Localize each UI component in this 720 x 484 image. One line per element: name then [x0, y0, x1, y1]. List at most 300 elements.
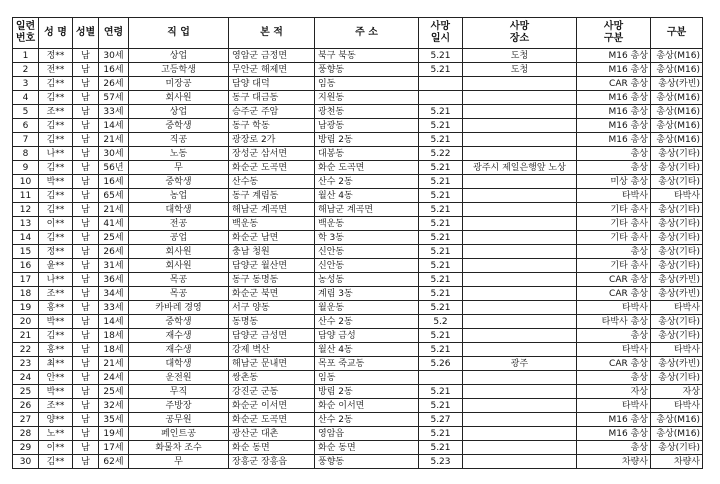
cell-job: 공업	[129, 231, 229, 245]
cell-name: 노**	[39, 427, 73, 441]
cell-death-date: 5.22	[419, 147, 463, 161]
cell-hometown: 강진군 군동	[229, 385, 315, 399]
cell-category: 총상(기타)	[651, 315, 703, 329]
cell-job: 대학생	[129, 357, 229, 371]
cell-death-place	[463, 259, 577, 273]
cell-job: 상업	[129, 49, 229, 63]
cell-death-type: M16 총상	[577, 133, 651, 147]
cell-sex: 남	[73, 49, 99, 63]
cell-job: 농업	[129, 189, 229, 203]
cell-hometown: 쌍촌동	[229, 371, 315, 385]
cell-job: 무직	[129, 385, 229, 399]
cell-no: 10	[13, 175, 39, 189]
header-sex: 성별	[73, 18, 99, 49]
header-no-line2: 번호	[15, 33, 36, 44]
cell-no: 9	[13, 161, 39, 175]
header-address: 주 소	[315, 18, 419, 49]
cell-sex: 남	[73, 385, 99, 399]
header-death-date-line2: 일시	[430, 33, 451, 44]
cell-category: 타박사	[651, 301, 703, 315]
cell-name: 김**	[39, 161, 73, 175]
table-row	[13, 77, 703, 91]
cell-category: 총상(카빈)	[651, 287, 703, 301]
cell-death-place	[463, 287, 577, 301]
cell-sex: 남	[73, 357, 99, 371]
cell-hometown: 영암군 금정면	[229, 49, 315, 63]
header-death-type-line1: 사망	[603, 21, 624, 32]
cell-hometown: 동구 대금동	[229, 91, 315, 105]
cell-no: 19	[13, 301, 39, 315]
cell-death-type: M16 총상	[577, 63, 651, 77]
cell-death-date: 5.21	[419, 161, 463, 175]
cell-sex: 남	[73, 441, 99, 455]
cell-category: 차량사	[651, 455, 703, 469]
cell-category: 총상(M16)	[651, 427, 703, 441]
cell-address: 신안동	[315, 245, 419, 259]
cell-age: 62세	[99, 455, 129, 469]
cell-address: 산수 2동	[315, 175, 419, 189]
cell-sex: 남	[73, 105, 99, 119]
cell-category: 타박사	[651, 399, 703, 413]
table-row	[13, 49, 703, 63]
cell-address: 월산 4동	[315, 343, 419, 357]
cell-hometown: 화순군 이서면	[229, 399, 315, 413]
cell-category: 총상(카빈)	[651, 357, 703, 371]
cell-age: 31세	[99, 259, 129, 273]
cell-no: 27	[13, 413, 39, 427]
cell-job: 무	[129, 161, 229, 175]
cell-death-type: 미상 총상	[577, 175, 651, 189]
cell-name: 김**	[39, 91, 73, 105]
cell-sex: 남	[73, 399, 99, 413]
cell-age: 30세	[99, 147, 129, 161]
cell-no: 15	[13, 245, 39, 259]
cell-name: 김**	[39, 203, 73, 217]
header-age: 연령	[99, 18, 129, 49]
cell-death-place	[463, 315, 577, 329]
cell-sex: 남	[73, 189, 99, 203]
cell-death-date: 5.21	[419, 175, 463, 189]
table-row	[13, 105, 703, 119]
cell-category: 총상(기타)	[651, 161, 703, 175]
cell-name: 이**	[39, 441, 73, 455]
cell-no: 13	[13, 217, 39, 231]
table-body	[13, 49, 703, 469]
cell-death-date: 5.26	[419, 357, 463, 371]
table-row	[13, 217, 703, 231]
header-death-place-line2: 장소	[509, 33, 530, 44]
cell-no: 22	[13, 343, 39, 357]
cell-sex: 남	[73, 413, 99, 427]
cell-age: 25세	[99, 231, 129, 245]
cell-name: 윤**	[39, 259, 73, 273]
cell-death-date	[419, 91, 463, 105]
header-death-type-line2: 구분	[603, 33, 624, 44]
cell-name: 김**	[39, 77, 73, 91]
cell-no: 23	[13, 357, 39, 371]
header-name: 성 명	[39, 18, 73, 49]
cell-address: 월산 4동	[315, 189, 419, 203]
cell-age: 34세	[99, 287, 129, 301]
cell-death-date: 5.21	[419, 343, 463, 357]
cell-death-type: M16 총상	[577, 119, 651, 133]
cell-hometown: 광산군 대촌	[229, 427, 315, 441]
cell-no: 18	[13, 287, 39, 301]
cell-hometown: 광장로 2가	[229, 133, 315, 147]
cell-job: 중학생	[129, 175, 229, 189]
cell-hometown: 강제 벽산	[229, 343, 315, 357]
cell-address: 광천동	[315, 105, 419, 119]
cell-death-date: 5.21	[419, 441, 463, 455]
casualty-table-container	[12, 17, 703, 469]
cell-hometown: 담양군 금성면	[229, 329, 315, 343]
cell-category: 총상(카빈)	[651, 273, 703, 287]
cell-address: 영암읍	[315, 427, 419, 441]
cell-address: 임동	[315, 371, 419, 385]
cell-death-place	[463, 147, 577, 161]
cell-death-place	[463, 385, 577, 399]
cell-job: 회사원	[129, 245, 229, 259]
cell-category: 총상(카빈)	[651, 77, 703, 91]
table-row	[13, 399, 703, 413]
cell-death-place	[463, 273, 577, 287]
cell-death-place	[463, 245, 577, 259]
cell-death-place	[463, 231, 577, 245]
cell-hometown: 승주군 주암	[229, 105, 315, 119]
cell-address: 산수 2동	[315, 315, 419, 329]
table-row	[13, 371, 703, 385]
cell-age: 24세	[99, 371, 129, 385]
cell-job: 중학생	[129, 119, 229, 133]
cell-address: 풍향동	[315, 455, 419, 469]
cell-death-place	[463, 175, 577, 189]
cell-category: 타박사	[651, 189, 703, 203]
cell-death-date	[419, 77, 463, 91]
cell-category: 총상(기타)	[651, 203, 703, 217]
cell-death-date: 5.21	[419, 259, 463, 273]
cell-death-place	[463, 413, 577, 427]
cell-death-place: 광주시 제일은행앞 노상	[463, 161, 577, 175]
cell-name: 박**	[39, 175, 73, 189]
cell-age: 21세	[99, 357, 129, 371]
cell-sex: 남	[73, 455, 99, 469]
table-row	[13, 147, 703, 161]
cell-hometown: 동구 동명동	[229, 273, 315, 287]
cell-no: 17	[13, 273, 39, 287]
cell-age: 21세	[99, 203, 129, 217]
cell-job: 상업	[129, 105, 229, 119]
cell-sex: 남	[73, 231, 99, 245]
cell-age: 26세	[99, 245, 129, 259]
cell-no: 2	[13, 63, 39, 77]
cell-job: 무	[129, 455, 229, 469]
cell-death-place	[463, 371, 577, 385]
cell-name: 나**	[39, 147, 73, 161]
cell-no: 24	[13, 371, 39, 385]
cell-death-type: M16 총상	[577, 105, 651, 119]
cell-death-date	[419, 371, 463, 385]
cell-no: 1	[13, 49, 39, 63]
header-no-line1: 일련	[15, 21, 36, 32]
table-row	[13, 119, 703, 133]
table-row	[13, 259, 703, 273]
cell-name: 홍**	[39, 343, 73, 357]
table-row	[13, 161, 703, 175]
cell-name: 나**	[39, 273, 73, 287]
cell-address: 화순 이서면	[315, 399, 419, 413]
cell-category: 총상(M16)	[651, 119, 703, 133]
cell-age: 32세	[99, 399, 129, 413]
cell-address: 담양 금성	[315, 329, 419, 343]
cell-death-date: 5.21	[419, 119, 463, 133]
header-death-place-line1: 사망	[509, 21, 530, 32]
cell-job: 노동	[129, 147, 229, 161]
cell-name: 정**	[39, 49, 73, 63]
cell-death-place	[463, 189, 577, 203]
cell-category: 총상(M16)	[651, 91, 703, 105]
cell-death-place	[463, 105, 577, 119]
cell-sex: 남	[73, 287, 99, 301]
cell-job: 공무원	[129, 413, 229, 427]
cell-address: 대봉동	[315, 147, 419, 161]
cell-name: 김**	[39, 189, 73, 203]
cell-death-place	[463, 217, 577, 231]
cell-hometown: 해남군 문내면	[229, 357, 315, 371]
table-row	[13, 343, 703, 357]
cell-name: 김**	[39, 119, 73, 133]
cell-job: 목공	[129, 273, 229, 287]
cell-age: 41세	[99, 217, 129, 231]
cell-death-place	[463, 399, 577, 413]
cell-death-type: 총상	[577, 441, 651, 455]
cell-death-type: 자상	[577, 385, 651, 399]
header-category: 구분	[651, 18, 703, 49]
cell-death-type: 총상	[577, 371, 651, 385]
cell-name: 정**	[39, 245, 73, 259]
cell-name: 이**	[39, 217, 73, 231]
cell-category: 총상(기타)	[651, 259, 703, 273]
cell-address: 신안동	[315, 259, 419, 273]
cell-death-date: 5.21	[419, 189, 463, 203]
cell-death-date: 5.21	[419, 301, 463, 315]
cell-category: 총상(기타)	[651, 371, 703, 385]
cell-death-type: 기타 총사	[577, 231, 651, 245]
cell-sex: 남	[73, 343, 99, 357]
cell-category: 총상(기타)	[651, 329, 703, 343]
cell-death-date: 5.21	[419, 329, 463, 343]
cell-address: 백운동	[315, 217, 419, 231]
cell-death-place	[463, 427, 577, 441]
cell-age: 16세	[99, 175, 129, 189]
cell-death-place	[463, 203, 577, 217]
cell-age: 17세	[99, 441, 129, 455]
cell-sex: 남	[73, 245, 99, 259]
table-row	[13, 315, 703, 329]
cell-death-type: M16 총상	[577, 91, 651, 105]
cell-age: 35세	[99, 413, 129, 427]
cell-death-type: 차량사	[577, 455, 651, 469]
cell-no: 5	[13, 105, 39, 119]
cell-hometown: 백운동	[229, 217, 315, 231]
cell-name: 박**	[39, 385, 73, 399]
cell-age: 65세	[99, 189, 129, 203]
table-row	[13, 455, 703, 469]
cell-no: 26	[13, 399, 39, 413]
cell-death-type: 타박사	[577, 399, 651, 413]
cell-job: 페인트공	[129, 427, 229, 441]
header-death-date	[419, 18, 463, 49]
cell-sex: 남	[73, 63, 99, 77]
cell-category: 총상(기타)	[651, 231, 703, 245]
cell-age: 18세	[99, 343, 129, 357]
table-header	[13, 18, 703, 49]
cell-death-place	[463, 119, 577, 133]
cell-address: 목포 죽교동	[315, 357, 419, 371]
cell-age: 26세	[99, 77, 129, 91]
cell-job: 운전원	[129, 371, 229, 385]
cell-death-place	[463, 329, 577, 343]
cell-death-date: 5.27	[419, 413, 463, 427]
cell-address: 방림 2동	[315, 133, 419, 147]
cell-death-type: 총상	[577, 161, 651, 175]
cell-no: 30	[13, 455, 39, 469]
cell-name: 김**	[39, 329, 73, 343]
cell-death-date: 5.23	[419, 455, 463, 469]
cell-age: 18세	[99, 329, 129, 343]
header-hometown: 본 적	[229, 18, 315, 49]
cell-category: 총상(기타)	[651, 147, 703, 161]
cell-sex: 남	[73, 77, 99, 91]
cell-death-place	[463, 133, 577, 147]
table-row	[13, 385, 703, 399]
cell-death-date: 5.21	[419, 245, 463, 259]
cell-death-type: CAR 총상	[577, 77, 651, 91]
cell-address: 화순 도곡면	[315, 161, 419, 175]
cell-address: 농성동	[315, 273, 419, 287]
cell-category: 총상(기타)	[651, 175, 703, 189]
cell-death-type: 타박사 총상	[577, 315, 651, 329]
cell-category: 총상(기타)	[651, 217, 703, 231]
cell-sex: 남	[73, 301, 99, 315]
header-death-place	[463, 18, 577, 49]
cell-sex: 남	[73, 133, 99, 147]
cell-address: 화순 동면	[315, 441, 419, 455]
cell-no: 16	[13, 259, 39, 273]
cell-death-date: 5.21	[419, 63, 463, 77]
cell-no: 8	[13, 147, 39, 161]
cell-hometown: 담양군 월산면	[229, 259, 315, 273]
cell-sex: 남	[73, 259, 99, 273]
cell-no: 28	[13, 427, 39, 441]
cell-death-date: 5.21	[419, 217, 463, 231]
cell-death-type: CAR 총상	[577, 357, 651, 371]
cell-category: 총상(M16)	[651, 49, 703, 63]
cell-death-date: 5.21	[419, 287, 463, 301]
cell-death-type: M16 총상	[577, 427, 651, 441]
header-job: 직 업	[129, 18, 229, 49]
cell-hometown: 화순군 도곡면	[229, 413, 315, 427]
table-row	[13, 245, 703, 259]
cell-death-type: 타박사	[577, 189, 651, 203]
cell-category: 총상(M16)	[651, 63, 703, 77]
cell-death-type: M16 총상	[577, 413, 651, 427]
cell-job: 직공	[129, 133, 229, 147]
cell-no: 11	[13, 189, 39, 203]
cell-job: 회사원	[129, 91, 229, 105]
cell-death-type: 타박사	[577, 343, 651, 357]
cell-age: 14세	[99, 119, 129, 133]
cell-hometown: 화순군 북면	[229, 287, 315, 301]
cell-category: 자상	[651, 385, 703, 399]
cell-name: 양**	[39, 413, 73, 427]
cell-job: 화물차 조수	[129, 441, 229, 455]
cell-hometown: 동구 학동	[229, 119, 315, 133]
cell-name: 조**	[39, 287, 73, 301]
cell-death-type: 기타 총사	[577, 259, 651, 273]
cell-address: 지원동	[315, 91, 419, 105]
cell-death-place	[463, 301, 577, 315]
cell-address: 북구 북동	[315, 49, 419, 63]
cell-address: 산수 2동	[315, 413, 419, 427]
table-row	[13, 301, 703, 315]
cell-name: 홍**	[39, 301, 73, 315]
header-no	[13, 18, 39, 49]
cell-age: 14세	[99, 315, 129, 329]
cell-category: 타박사	[651, 343, 703, 357]
cell-death-place	[463, 343, 577, 357]
cell-age: 33세	[99, 105, 129, 119]
cell-sex: 남	[73, 119, 99, 133]
cell-age: 56년	[99, 161, 129, 175]
cell-age: 36세	[99, 273, 129, 287]
cell-name: 김**	[39, 231, 73, 245]
cell-hometown: 동구 계림동	[229, 189, 315, 203]
cell-name: 박**	[39, 315, 73, 329]
cell-job: 회사원	[129, 259, 229, 273]
cell-name: 조**	[39, 399, 73, 413]
cell-category: 총상(기타)	[651, 441, 703, 455]
cell-hometown: 화순군 도곡면	[229, 161, 315, 175]
cell-sex: 남	[73, 273, 99, 287]
cell-death-type: CAR 총상	[577, 287, 651, 301]
cell-death-type: 총상	[577, 147, 651, 161]
cell-hometown: 산수동	[229, 175, 315, 189]
cell-category: 총상(M16)	[651, 413, 703, 427]
table-row	[13, 287, 703, 301]
cell-death-date: 5.2	[419, 315, 463, 329]
cell-death-date: 5.21	[419, 231, 463, 245]
casualty-table	[12, 17, 703, 469]
cell-job: 주방장	[129, 399, 229, 413]
cell-death-place	[463, 91, 577, 105]
cell-sex: 남	[73, 91, 99, 105]
cell-death-place	[463, 441, 577, 455]
cell-death-type: 총상	[577, 329, 651, 343]
cell-job: 목공	[129, 287, 229, 301]
cell-death-date: 5.21	[419, 49, 463, 63]
table-row	[13, 273, 703, 287]
cell-sex: 남	[73, 175, 99, 189]
cell-death-date: 5.21	[419, 385, 463, 399]
cell-sex: 남	[73, 371, 99, 385]
cell-sex: 남	[73, 217, 99, 231]
cell-sex: 남	[73, 203, 99, 217]
cell-hometown: 화순군 남면	[229, 231, 315, 245]
cell-no: 4	[13, 91, 39, 105]
cell-address: 계림 3동	[315, 287, 419, 301]
cell-death-date: 5.21	[419, 273, 463, 287]
cell-job: 중학생	[129, 315, 229, 329]
